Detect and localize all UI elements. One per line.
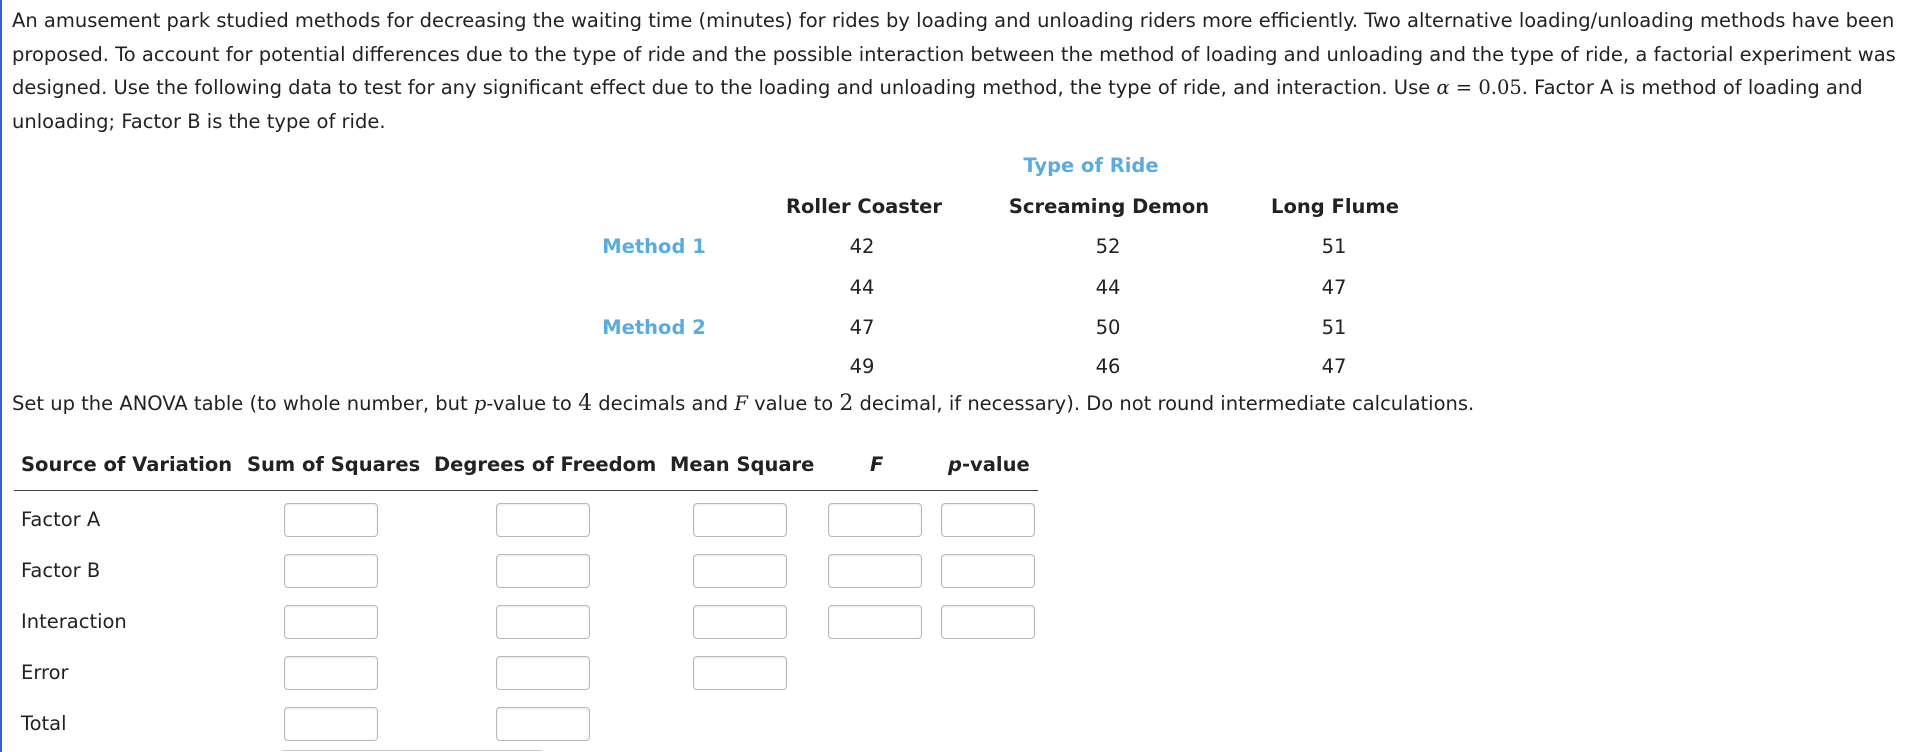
header-f: F	[870, 453, 884, 476]
header-sum-of-squares: Sum of Squares	[247, 453, 421, 476]
total-ss-input[interactable]	[284, 707, 378, 741]
header-p-symbol: p	[948, 453, 962, 476]
error-df-input[interactable]	[496, 656, 590, 690]
header-divider	[14, 490, 1038, 491]
factor-b-ss-input[interactable]	[284, 554, 378, 588]
table-cell: 47	[849, 316, 875, 339]
table-cell: 52	[1095, 235, 1121, 258]
header-mean-square: Mean Square	[670, 453, 815, 476]
alpha-value: = 0.05	[1449, 76, 1522, 99]
table-cell: 44	[1095, 276, 1121, 299]
col-header-screaming-demon: Screaming Demon	[1008, 195, 1210, 218]
row-label-interaction: Interaction	[21, 610, 127, 633]
table-cell: 51	[1321, 235, 1347, 258]
p-symbol: p	[473, 392, 487, 415]
factor-b-df-input[interactable]	[496, 554, 590, 588]
interaction-ms-input[interactable]	[693, 605, 787, 639]
factor-a-ms-input[interactable]	[693, 503, 787, 537]
intro-text-2: . Factor A is method of loading and unloading; Factor B is the type of ride.	[12, 76, 1863, 133]
row-label-total: Total	[21, 712, 67, 735]
factor-b-f-input[interactable]	[828, 554, 922, 588]
col-header-roller-coaster: Roller Coaster	[785, 195, 943, 218]
table-cell: 51	[1321, 316, 1347, 339]
row-label-factor-a: Factor A	[21, 508, 101, 531]
factor-a-p-input[interactable]	[941, 503, 1035, 537]
type-of-ride-header: Type of Ride	[1023, 154, 1159, 177]
instructions-text: value to	[747, 392, 840, 415]
total-df-input[interactable]	[496, 707, 590, 741]
table-cell: 44	[849, 276, 875, 299]
header-p-value	[948, 452, 1030, 478]
table-cell: 47	[1321, 355, 1347, 378]
factor-a-f-input[interactable]	[828, 503, 922, 537]
interaction-p-input[interactable]	[941, 605, 1035, 639]
error-ms-input[interactable]	[693, 656, 787, 690]
alpha-symbol: α	[1436, 76, 1450, 99]
header-p-suffix: -value	[961, 453, 1030, 476]
p-decimals: 4	[578, 391, 593, 416]
instructions	[12, 390, 1474, 418]
instructions-text: Set up the ANOVA table (to whole number, but	[12, 392, 474, 415]
col-header-long-flume: Long Flume	[1271, 195, 1399, 218]
method-1-label: Method 1	[602, 235, 706, 258]
table-cell: 42	[849, 235, 875, 258]
factor-a-df-input[interactable]	[496, 503, 590, 537]
interaction-ss-input[interactable]	[284, 605, 378, 639]
instructions-text: decimal, if necessary). Do not round intermediate calculations.	[853, 392, 1475, 415]
f-symbol: F	[734, 392, 748, 415]
instructions-text: -value to	[486, 392, 579, 415]
intro-text-1: An amusement park studied methods for decreasing the waiting time (minutes) for rides by loading and unloading riders more efficiently. Two alternative loading/unloading methods have been proposed. To account for potential differences due to the type of ride and the possible interaction between the method of loading and unloading and the type of ride, a factorial experiment was designed. Use the following data to test for any significant effect due to the loading and unloading method, the type of ride, and interaction. Use	[12, 9, 1896, 99]
f-decimals: 2	[839, 391, 854, 416]
bottom-divider	[282, 750, 542, 751]
row-label-error: Error	[21, 661, 69, 684]
header-degrees-of-freedom: Degrees of Freedom	[434, 453, 657, 476]
method-2-label: Method 2	[602, 316, 706, 339]
table-cell: 50	[1095, 316, 1121, 339]
problem-statement	[12, 4, 1902, 138]
instructions-text: decimals and	[592, 392, 735, 415]
error-ss-input[interactable]	[284, 656, 378, 690]
table-cell: 46	[1095, 355, 1121, 378]
row-label-factor-b: Factor B	[21, 559, 101, 582]
table-cell: 49	[849, 355, 875, 378]
factor-b-ms-input[interactable]	[693, 554, 787, 588]
factor-a-ss-input[interactable]	[284, 503, 378, 537]
interaction-f-input[interactable]	[828, 605, 922, 639]
table-cell: 47	[1321, 276, 1347, 299]
factor-b-p-input[interactable]	[941, 554, 1035, 588]
interaction-df-input[interactable]	[496, 605, 590, 639]
header-source: Source of Variation	[21, 453, 233, 476]
